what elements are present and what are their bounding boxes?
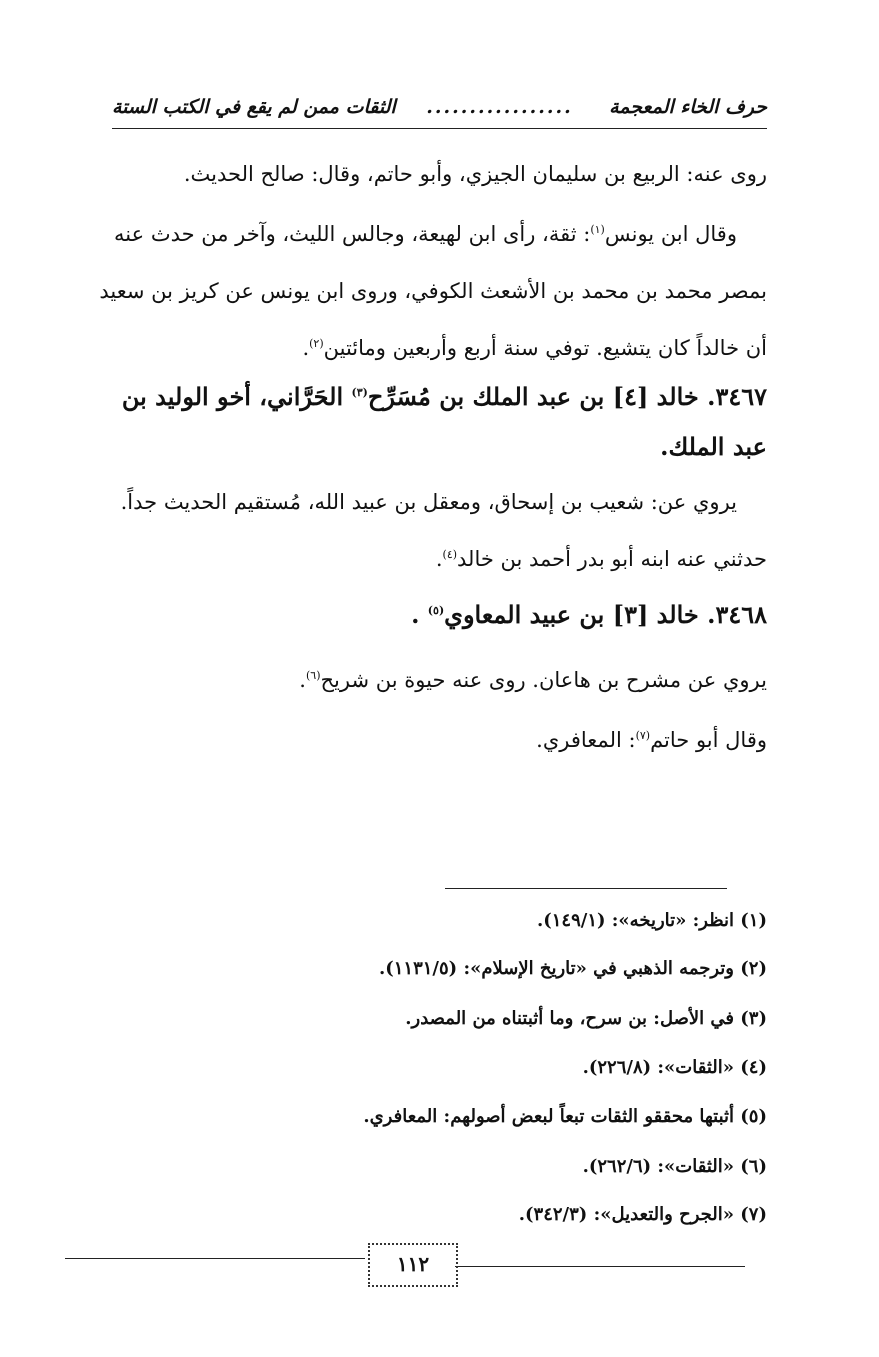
paragraph-abu-hatim [82, 712, 797, 769]
footnote-ref[interactable]: (٣) [351, 386, 368, 399]
entry-title: ٣٤٦٧. خالد [٤] بن عبد الملك بن مُسَرِّح [367, 382, 767, 411]
footnote-2: (٢) وترجمه الذهبي في «تاريخ الإسلام»: (١١٣١/٥). [378, 958, 767, 979]
paragraph-narrators [82, 146, 767, 203]
footnote-separator [445, 888, 727, 889]
page-number: ١١٢ [368, 1243, 458, 1287]
paragraph-text: . [435, 547, 443, 571]
entry-title: ٣٤٦٨. خالد [٣] بن عبيد المعاوي [444, 600, 767, 629]
paragraph-entry-3467 [82, 474, 767, 588]
paragraph-text: : ثقة، رأى ابن لهيعة، وجالس الليث، وآخر من حدث عنه بمصر محمد بن محمد بن الأشعث الكوفي، وروى ابن يونس عن كريز بن سعيد أن خالداً كان يتشيع. توفي سنة أربع وأربعين ومائتين [99, 222, 767, 360]
footnote-ref[interactable]: (٤) [442, 548, 458, 561]
entry-title: . [411, 600, 428, 629]
paragraph-text: وقال أبو حاتم [650, 728, 767, 752]
footnote-ref[interactable]: (١) [590, 223, 605, 236]
footnote-6: (٦) «الثقات»: (٢٦٢/٦). [582, 1156, 767, 1177]
paragraph-entry-3468 [82, 652, 797, 709]
footnote-3: (٣) في الأصل: بن سرح، وما أثبتناه من المصدر. [405, 1008, 767, 1029]
entry-heading-3467 [82, 372, 767, 472]
footnote-4: (٤) «الثقات»: (٢٢٦/٨). [582, 1057, 767, 1078]
paragraph-text: روى عنه: الربيع بن سليمان الجيزي، وأبو حاتم، وقال: صالح الحديث. [183, 162, 767, 186]
footnote-ref[interactable]: (٥) [427, 604, 445, 617]
footnote-5: (٥) أثبتها محققو الثقات تبعاً لبعض أصولهم: المعافري. [363, 1106, 767, 1127]
header-book-title: الثقات ممن لم يقع في الكتب الستة [112, 96, 396, 118]
paragraph-text: : المعافري. [536, 728, 636, 752]
running-header [112, 94, 767, 129]
header-dot-leader: ................. [426, 96, 573, 118]
header-chapter-title: حرف الخاء المعجمة [609, 96, 767, 118]
paragraph-text: . [299, 668, 306, 692]
footnote-1: (١) انظر: «تاريخه»: (١٤٩/١). [536, 910, 767, 931]
entry-heading-3468 [82, 590, 767, 640]
footer-rule-left [65, 1258, 365, 1259]
paragraph-ibn-yunus [82, 206, 767, 377]
footnote-ref[interactable]: (٧) [635, 729, 651, 742]
footnote-ref[interactable]: (٦) [305, 669, 321, 682]
footnote-7: (٧) «الجرح والتعديل»: (٣٤٢/٣). [518, 1204, 767, 1225]
paragraph-text: يروي عن مشرح بن هاعان. روى عنه حيوة بن شريح [320, 668, 767, 692]
entry-title: الحَرَّاني، أخو الوليد بن عبد الملك. [121, 382, 767, 461]
footnote-ref[interactable]: (٢) [309, 337, 324, 350]
paragraph-text: يروي عن: شعيب بن إسحاق، ومعقل بن عبيد الله، مُستقيم الحديث جداً. حدثني عنه ابنه أبو بدر أحمد بن خالد [120, 490, 767, 571]
paragraph-text: وقال ابن يونس [604, 222, 737, 246]
paragraph-text: . [302, 336, 310, 360]
footer-rule-right [455, 1266, 745, 1267]
